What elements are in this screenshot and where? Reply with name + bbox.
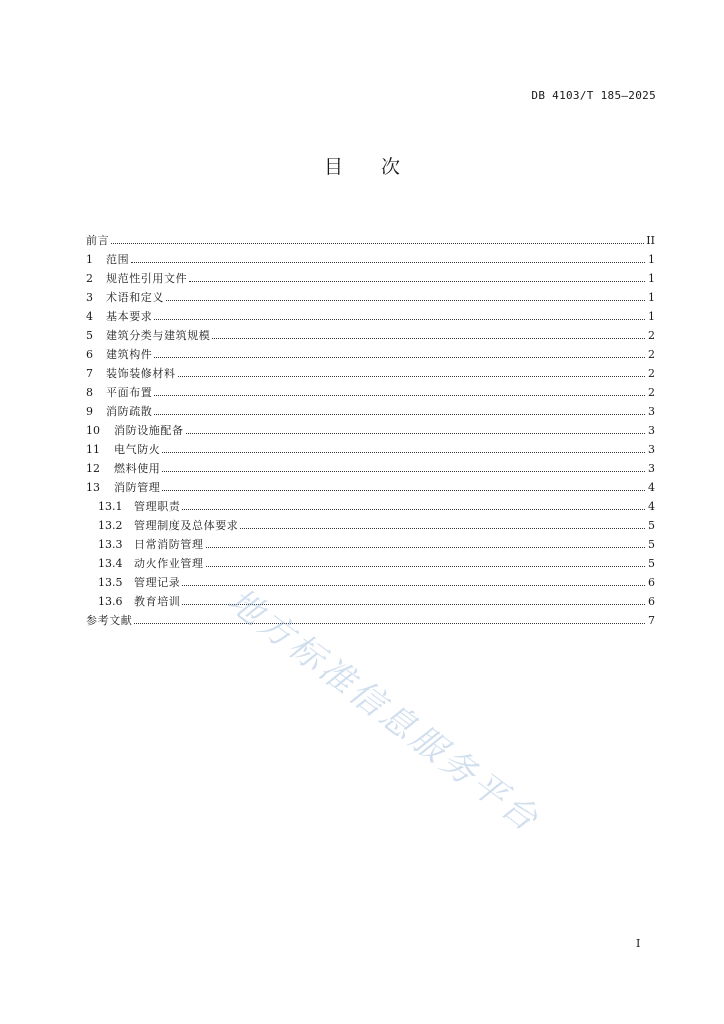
toc-entry[interactable] xyxy=(86,383,655,402)
toc-entry[interactable] xyxy=(86,554,655,573)
toc-entry-label: 消防管理 xyxy=(114,481,161,494)
toc-entry[interactable] xyxy=(86,478,655,497)
toc-dot-leader xyxy=(182,584,645,586)
toc-entry-page: 3 xyxy=(648,443,655,456)
toc-entry-page: 4 xyxy=(648,481,655,494)
toc-entry-label: 前言 xyxy=(86,234,110,247)
toc-entry-number: 13.4 xyxy=(98,557,123,570)
page-title xyxy=(0,152,724,179)
toc-dot-leader xyxy=(182,603,645,605)
toc-entry[interactable] xyxy=(86,497,655,516)
toc-entry-label: 消防疏散 xyxy=(106,405,153,418)
toc-entry-label: 管理职责 xyxy=(134,500,181,513)
toc-entry-page: 3 xyxy=(648,424,655,437)
toc-dot-leader xyxy=(162,489,645,491)
toc-dot-leader xyxy=(162,470,645,472)
toc-entry[interactable] xyxy=(86,402,655,421)
toc-entry-number: 12 xyxy=(86,462,100,475)
toc-dot-leader xyxy=(131,261,645,263)
toc-entry-page: 6 xyxy=(648,576,655,589)
toc-entry-page: 1 xyxy=(648,253,655,266)
watermark: 地方标准信息服务平台 xyxy=(220,580,548,842)
toc-entry[interactable] xyxy=(86,250,655,269)
toc-entry-label: 电气防火 xyxy=(114,443,161,456)
toc-dot-leader xyxy=(178,375,645,377)
toc-entry-number: 4 xyxy=(86,310,93,323)
toc-entry-label: 管理记录 xyxy=(134,576,181,589)
toc-entry-number: 1 xyxy=(86,253,93,266)
page-number: I xyxy=(636,937,641,950)
toc-entry-number: 10 xyxy=(86,424,100,437)
toc-entry-number: 7 xyxy=(86,367,93,380)
toc-entry-number: 13 xyxy=(86,481,100,494)
toc-entry[interactable] xyxy=(86,307,655,326)
toc-entry[interactable] xyxy=(86,592,655,611)
toc-entry[interactable] xyxy=(86,440,655,459)
toc-entry-label: 管理制度及总体要求 xyxy=(134,519,239,532)
toc-entry[interactable] xyxy=(86,611,655,630)
toc-dot-leader xyxy=(189,280,645,282)
toc-entry-label: 燃料使用 xyxy=(114,462,161,475)
toc-entry-page: 3 xyxy=(648,462,655,475)
toc-entry-label: 建筑分类与建筑规模 xyxy=(106,329,211,342)
toc-entry[interactable] xyxy=(86,269,655,288)
toc-entry-page: 2 xyxy=(648,367,655,380)
toc-entry-number: 11 xyxy=(86,443,100,456)
toc-dot-leader xyxy=(240,527,645,529)
toc-entry-label: 装饰装修材料 xyxy=(106,367,176,380)
toc-entry-label: 范围 xyxy=(106,253,130,266)
toc-entry-page: 1 xyxy=(648,310,655,323)
toc-entry-page: 5 xyxy=(648,557,655,570)
toc-entry-page: II xyxy=(646,234,655,247)
toc-entry[interactable] xyxy=(86,459,655,478)
toc-entry-page: 3 xyxy=(648,405,655,418)
toc-entry-label: 术语和定义 xyxy=(106,291,164,304)
toc-entry-number: 13.2 xyxy=(98,519,123,532)
toc-entry-number: 13.5 xyxy=(98,576,123,589)
toc-entry-page: 6 xyxy=(648,595,655,608)
toc-entry[interactable] xyxy=(86,231,655,250)
toc-dot-leader xyxy=(154,356,645,358)
toc-dot-leader xyxy=(166,299,645,301)
toc-entry-label: 规范性引用文件 xyxy=(106,272,188,285)
toc-entry-number: 3 xyxy=(86,291,93,304)
toc-dot-leader xyxy=(186,432,645,434)
toc-entry-label: 日常消防管理 xyxy=(134,538,204,551)
toc-entry-page: 4 xyxy=(648,500,655,513)
toc-entry-label: 平面布置 xyxy=(106,386,153,399)
table-of-contents xyxy=(86,231,655,630)
toc-entry-page: 2 xyxy=(648,348,655,361)
title-part-2: 次 xyxy=(381,156,401,178)
toc-dot-leader xyxy=(206,565,645,567)
toc-entry-page: 2 xyxy=(648,386,655,399)
toc-entry-label: 基本要求 xyxy=(106,310,153,323)
toc-entry[interactable] xyxy=(86,288,655,307)
toc-entry-label: 教育培训 xyxy=(134,595,181,608)
document-code: DB 4103/T 185—2025 xyxy=(531,89,656,102)
toc-entry-page: 2 xyxy=(648,329,655,342)
toc-dot-leader xyxy=(111,242,644,244)
toc-entry-number: 6 xyxy=(86,348,93,361)
toc-dot-leader xyxy=(134,622,645,624)
toc-dot-leader xyxy=(154,318,645,320)
toc-entry-page: 5 xyxy=(648,519,655,532)
toc-dot-leader xyxy=(206,546,645,548)
toc-entry-number: 13.6 xyxy=(98,595,123,608)
toc-entry[interactable] xyxy=(86,421,655,440)
toc-dot-leader xyxy=(162,451,645,453)
toc-entry-number: 8 xyxy=(86,386,93,399)
toc-entry[interactable] xyxy=(86,364,655,383)
toc-entry-number: 13.3 xyxy=(98,538,123,551)
toc-entry-number: 9 xyxy=(86,405,93,418)
toc-entry-number: 13.1 xyxy=(98,500,123,513)
toc-dot-leader xyxy=(182,508,645,510)
toc-entry-label: 动火作业管理 xyxy=(134,557,204,570)
toc-entry-page: 1 xyxy=(648,272,655,285)
toc-entry-page: 7 xyxy=(648,614,655,627)
toc-dot-leader xyxy=(154,413,645,415)
toc-entry[interactable] xyxy=(86,326,655,345)
toc-entry-number: 2 xyxy=(86,272,93,285)
toc-entry-page: 1 xyxy=(648,291,655,304)
toc-entry[interactable] xyxy=(86,516,655,535)
toc-entry[interactable] xyxy=(86,573,655,592)
toc-entry-page: 5 xyxy=(648,538,655,551)
toc-entry[interactable] xyxy=(86,345,655,364)
toc-entry-label: 消防设施配备 xyxy=(114,424,184,437)
toc-entry-label: 参考文献 xyxy=(86,614,133,627)
toc-entry-number: 5 xyxy=(86,329,93,342)
title-part-1: 目 xyxy=(323,156,343,178)
toc-entry[interactable] xyxy=(86,535,655,554)
toc-entry-label: 建筑构件 xyxy=(106,348,153,361)
toc-dot-leader xyxy=(154,394,645,396)
toc-dot-leader xyxy=(212,337,645,339)
